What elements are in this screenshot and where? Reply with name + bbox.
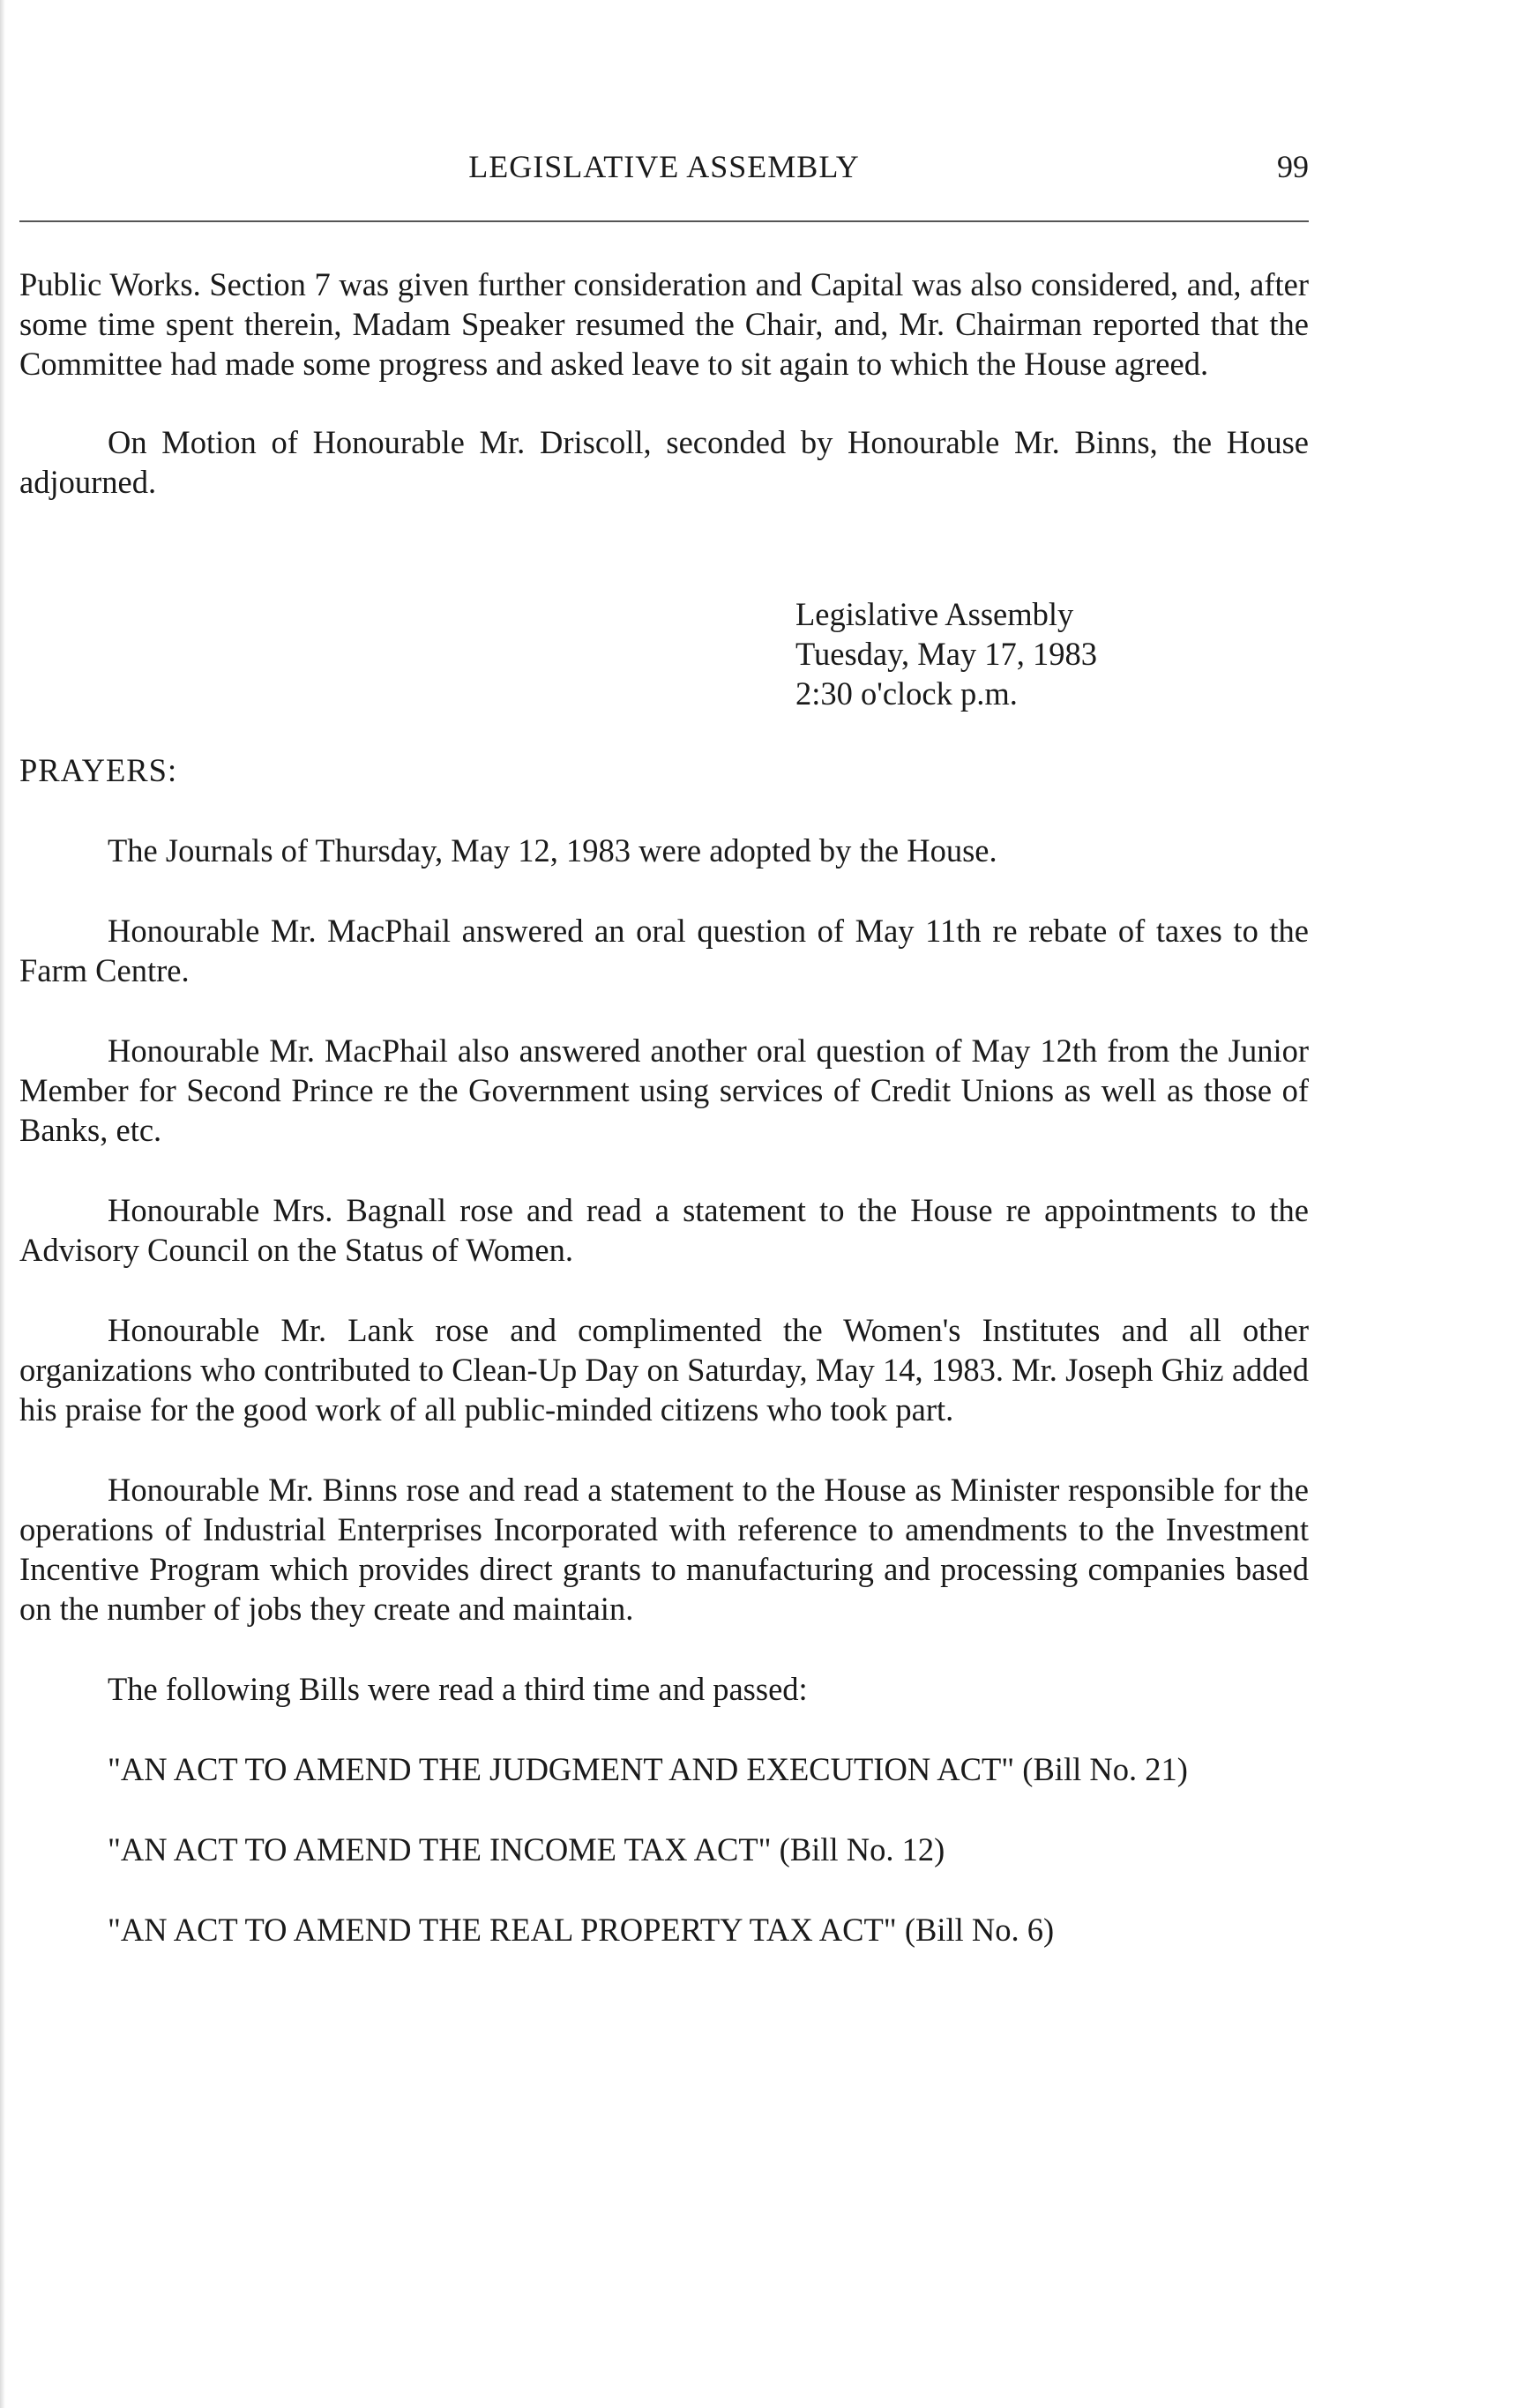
paragraph-bills-intro: The following Bills were read a third time and passed:: [108, 1671, 808, 1707]
dateline-time: 2:30 o'clock p.m.: [795, 675, 1018, 712]
running-title: LEGISLATIVE ASSEMBLY: [468, 149, 860, 184]
bill-item: "AN ACT TO AMEND THE INCOME TAX ACT" (Bill No. 12): [108, 1831, 945, 1868]
paragraph-bagnall: Honourable Mrs. Bagnall rose and read a statement to the House re appointments to the Advisory Council on the Status of Women.: [19, 1192, 1309, 1268]
bill-item: "AN ACT TO AMEND THE JUDGMENT AND EXECUTION ACT" (Bill No. 21): [108, 1751, 1188, 1787]
bill-item: "AN ACT TO AMEND THE REAL PROPERTY TAX ACT" (Bill No. 6): [108, 1912, 1055, 1948]
page-number: 99: [1277, 149, 1309, 184]
page-body: [19, 265, 1309, 1950]
dateline-date: Tuesday, May 17, 1983: [795, 636, 1098, 672]
paragraph-macphail-2: Honourable Mr. MacPhail also answered another oral question of May 12th from the Junior Member for Second Prince re the Government using services of Credit Unions as well as those of Banks, etc.: [19, 1033, 1309, 1148]
paragraph-binns: Honourable Mr. Binns rose and read a statement to the House as Minister responsible for the operations of Industrial Enterprises Incorporated with reference to amendments to the Investment Incentive Program which provides direct grants to manufacturing and processing companies based on the number of jobs they create and maintain.: [19, 1472, 1309, 1627]
page-edge-shadow: [0, 0, 5, 2408]
paragraph-macphail-1: Honourable Mr. MacPhail answered an oral question of May 11th re rebate of taxes to the Farm Centre.: [19, 913, 1309, 988]
paragraph-journals: The Journals of Thursday, May 12, 1983 were adopted by the House.: [108, 832, 997, 869]
running-head: [19, 148, 1309, 201]
prayers-heading: PRAYERS:: [19, 752, 178, 788]
dateline-assembly: Legislative Assembly: [795, 596, 1074, 632]
paragraph-adjournment: On Motion of Honourable Mr. Driscoll, seconded by Honourable Mr. Binns, the House adjourned.: [19, 424, 1309, 500]
session-dateline: [795, 594, 1309, 713]
paragraph-continuation: Public Works. Section 7 was given further consideration and Capital was also considered, and, after some time spent therein, Madam Speaker resumed the Chair, and, Mr. Chairman reported that the Committee had made some progress and asked leave to sit again to which the House agreed.: [19, 266, 1309, 382]
header-rule: [19, 220, 1309, 222]
paragraph-lank: Honourable Mr. Lank rose and complimented the Women's Institutes and all other organizations who contributed to Clean-Up Day on Saturday, May 14, 1983. Mr. Joseph Ghiz added his praise for the good work of all public-minded citizens who took part.: [19, 1312, 1309, 1428]
